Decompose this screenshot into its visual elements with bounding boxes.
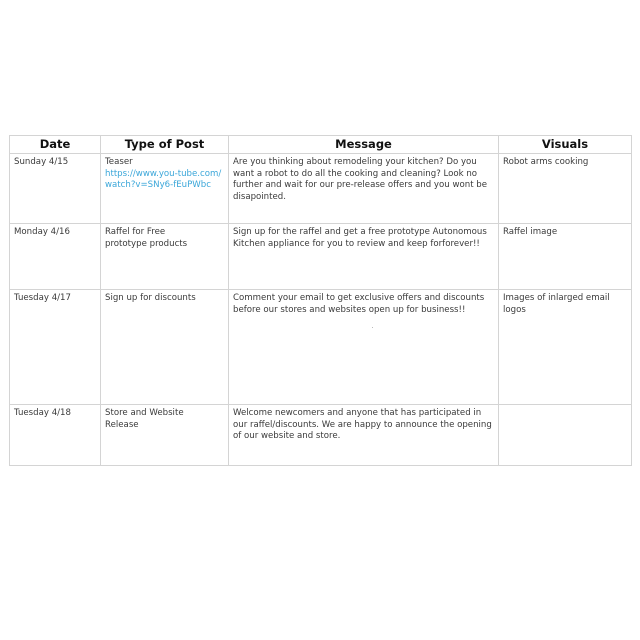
table-row xyxy=(10,405,632,466)
type-cell: Sign up for discounts xyxy=(101,290,229,405)
table-row xyxy=(10,224,632,290)
date-cell: Sunday 4/15 xyxy=(10,154,101,224)
table-row xyxy=(10,154,632,224)
message-cell: Are you thinking about remodeling your kitchen? Do you want a robot to do all the cooking and cleaning? Look no further and wait for our pre-release offers and you wont be disapointed. xyxy=(229,154,499,224)
header-date: Date xyxy=(10,136,101,154)
stray-dot xyxy=(372,327,373,328)
type-label: Store and Website Release xyxy=(105,408,184,430)
type-cell xyxy=(101,405,229,466)
header-message: Message xyxy=(229,136,499,154)
type-label: Raffel for Free prototype products xyxy=(105,227,188,249)
youtube-link[interactable]: https://www.you-tube.com/watch?v=SNy6-fEuPWbc xyxy=(105,168,222,190)
message-cell: Comment your email to get exclusive offers and discounts before our stores and websites open up for business!! xyxy=(229,290,499,405)
date-cell: Tuesday 4/18 xyxy=(10,405,101,466)
date-cell: Tuesday 4/17 xyxy=(10,290,101,405)
visuals-cell: Images of inlarged email logos xyxy=(499,290,632,405)
header-visuals: Visuals xyxy=(499,136,632,154)
date-cell: Monday 4/16 xyxy=(10,224,101,290)
type-label: Teaser xyxy=(105,157,133,167)
type-cell xyxy=(101,224,229,290)
type-cell xyxy=(101,154,229,224)
header-type-of-post: Type of Post xyxy=(101,136,229,154)
content-calendar-table xyxy=(9,135,632,466)
message-cell: Welcome newcomers and anyone that has participated in our raffel/discounts. We are happy to announce the opening of our website and store. xyxy=(229,405,499,466)
visuals-cell: Robot arms cooking xyxy=(499,154,632,224)
visuals-cell: Raffel image xyxy=(499,224,632,290)
table-row xyxy=(10,290,632,405)
header-row xyxy=(10,136,632,154)
message-cell: Sign up for the raffel and get a free prototype Autonomous Kitchen appliance for you to review and keep forforever!! xyxy=(229,224,499,290)
visuals-cell xyxy=(499,405,632,466)
